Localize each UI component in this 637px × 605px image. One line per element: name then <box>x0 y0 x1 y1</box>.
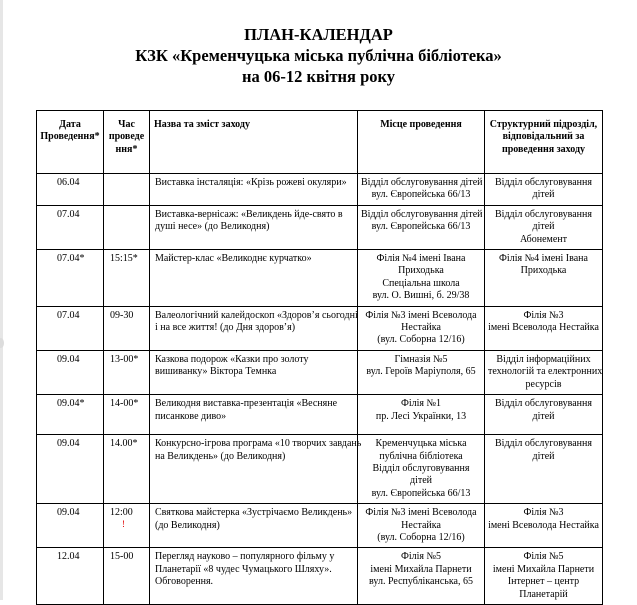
header-unit <box>485 111 603 174</box>
cell-place-line: імені Михайла Парнети <box>370 563 472 575</box>
cell-event-name-line: Перегляд науково – популярного фільму у <box>155 551 335 563</box>
header-name-line: Назва та зміст заходу <box>154 119 250 130</box>
table-row <box>37 174 603 206</box>
cell-time-value: 13-00* <box>110 353 139 365</box>
cell-responsible-unit-line: дітей <box>532 189 555 201</box>
cell-place-line: Філія №3 імені Всеволода <box>365 309 477 321</box>
cell-place-line: (вул. Соборна 12/16) <box>377 531 465 543</box>
cell-responsible-unit <box>485 205 603 249</box>
cell-responsible-unit-line: Філія №4 імені Івана <box>499 253 588 265</box>
cell-responsible-unit-line: Філія №5 <box>523 551 564 563</box>
cell-time <box>104 174 150 206</box>
cell-event-name <box>150 306 358 350</box>
cell-place-line: Відділ обслуговування дітей <box>361 177 483 188</box>
cell-place <box>358 350 485 394</box>
table-row <box>37 250 603 307</box>
table-row <box>37 435 603 504</box>
cell-time-value: 15:15* <box>110 253 138 265</box>
cell-event-name-line: Валеологічний калейдоскоп «Здоров’я сьогодні <box>155 309 358 321</box>
cell-date: 06.04 <box>37 174 104 206</box>
table-row <box>37 548 603 605</box>
cell-event-name-line: вишиванку» Віктора Темнка <box>155 366 277 378</box>
table-row <box>37 306 603 350</box>
cell-place-line: вул. Європейська 66/13 <box>371 487 471 499</box>
cell-time <box>104 250 150 307</box>
cell-event-name <box>150 350 358 394</box>
cell-place-line: вул. Республіканська, 65 <box>369 576 473 588</box>
cell-place-line: Приходька <box>398 265 444 277</box>
cell-place-line: Кременчуцька міська <box>375 438 467 450</box>
cell-event-name-line: на Великдень» (до Великодня) <box>155 450 286 462</box>
cell-responsible-unit <box>485 435 603 504</box>
cell-responsible-unit-line: дітей <box>532 221 555 233</box>
header-time-line: проведе <box>108 131 145 143</box>
time-warning-mark: ! <box>122 518 125 529</box>
cell-place-line: вул. Європейська 66/13 <box>371 189 471 201</box>
header-unit-line: Структурний підрозділ, <box>489 119 598 130</box>
header-time-line: ння* <box>115 143 138 155</box>
cell-time-value: 14-00* <box>110 398 139 410</box>
cell-place <box>358 395 485 435</box>
cell-place-line: Нестайка <box>401 519 441 531</box>
cell-date: 07.04 <box>37 306 104 350</box>
cell-responsible-unit <box>485 350 603 394</box>
cell-place-line: (вул. Соборна 12/16) <box>377 334 465 346</box>
cell-time-value: 14.00* <box>110 438 138 450</box>
header-place <box>358 111 485 174</box>
cell-responsible-unit <box>485 504 603 548</box>
header-date <box>37 111 104 174</box>
cell-place <box>358 306 485 350</box>
cell-event-name <box>150 435 362 504</box>
cell-event-name-line: Майстер-клас «Великоднє курчатко» <box>155 253 312 265</box>
cell-place <box>358 205 485 249</box>
cell-responsible-unit-line: Приходька <box>520 265 567 277</box>
header-place-line: Місце проведення <box>380 119 462 130</box>
cell-event-name-line: Казкова подорож «Казки про золоту <box>155 353 309 365</box>
events-table <box>36 110 603 605</box>
cell-date: 07.04* <box>37 250 104 307</box>
document-title <box>0 24 637 87</box>
cell-time <box>104 205 150 249</box>
cell-time-value: 15-00 <box>110 551 134 563</box>
cell-responsible-unit-line: Абонемент <box>519 233 568 245</box>
cell-event-name-line: Великодня виставка-презентація «Весняне <box>155 398 338 410</box>
cell-responsible-unit <box>485 306 603 350</box>
title-line-3: на 06-12 квітня року <box>241 67 396 86</box>
cell-responsible-unit <box>485 250 603 307</box>
cell-place-line: Нестайка <box>401 322 441 334</box>
cell-place-line: Відділ обслуговування дітей <box>361 208 483 220</box>
cell-responsible-unit-line: Відділ обслуговування <box>495 398 592 410</box>
cell-event-name <box>150 250 358 307</box>
cell-responsible-unit-line: Інтернет – центр <box>507 576 580 588</box>
table-header-row <box>37 111 603 174</box>
cell-responsible-unit-line: ресурсів <box>525 378 562 390</box>
cell-responsible-unit-line: Планетарій <box>519 588 568 600</box>
cell-responsible-unit-line: імені Михайла Парнети <box>492 563 595 575</box>
header-unit-line: проведення заходу <box>501 143 586 155</box>
table-row <box>37 504 603 548</box>
cell-responsible-unit-line: технологій та електронних <box>488 366 603 378</box>
cell-place-line: Філія №4 імені Івана <box>376 253 466 265</box>
cell-date: 09.04* <box>37 395 104 435</box>
cell-place-line: Філія №5 <box>400 551 442 563</box>
cell-time <box>104 548 150 605</box>
header-time <box>104 111 150 174</box>
cell-time-value: 09-30 <box>110 309 134 321</box>
cell-responsible-unit <box>485 548 603 605</box>
cell-place <box>358 504 485 548</box>
cell-time <box>104 306 150 350</box>
cell-responsible-unit-line: Відділ обслуговування <box>495 177 592 188</box>
cell-time-value: 12:00 <box>110 507 133 519</box>
cell-place-line: пр. Лесі Українки, 13 <box>375 410 467 422</box>
cell-date: 12.04 <box>37 548 104 605</box>
cell-event-name <box>150 395 358 435</box>
cell-responsible-unit-line: Відділ обслуговування <box>495 438 592 450</box>
cell-event-name-line: (до Великодня) <box>155 519 220 531</box>
cell-responsible-unit-line: імені Всеволода Нестайка <box>488 519 599 531</box>
table-row <box>37 395 603 435</box>
cell-event-name-line: Святкова майстерка «Зустрічаємо Великдень» <box>155 507 353 519</box>
cell-place-line: вул. Європейська 66/13 <box>371 221 471 233</box>
cell-responsible-unit-line: Відділ обслуговування <box>495 208 592 220</box>
cell-event-name-line: Обговорення. <box>155 576 214 588</box>
cell-responsible-unit <box>485 395 603 435</box>
cell-event-name <box>150 548 358 605</box>
cell-place-line: Філія №1 <box>400 398 442 410</box>
cell-date: 09.04 <box>37 435 104 504</box>
cell-responsible-unit <box>485 174 603 206</box>
cell-event-name <box>150 504 358 548</box>
cell-time <box>104 435 150 504</box>
cell-place-line: Відділ обслуговування <box>372 462 470 474</box>
cell-responsible-unit-line: дітей <box>532 450 555 462</box>
header-name <box>150 111 358 174</box>
cell-event-name-line: і на все життя! (до Дня здоров’я) <box>155 322 296 334</box>
cell-responsible-unit-line: імені Всеволода Нестайка <box>488 322 599 334</box>
cell-time <box>104 395 150 435</box>
cell-place-line: Філія №3 імені Всеволода <box>365 507 477 519</box>
cell-event-name <box>150 205 358 249</box>
cell-place-line: вул. О. Вишні, б. 29/38 <box>372 290 470 302</box>
cell-place <box>358 435 485 504</box>
cell-responsible-unit-line: Філія №3 <box>523 507 564 519</box>
cell-date: 09.04 <box>37 504 104 548</box>
cell-place-line: вул. Героїв Маріуполя, 65 <box>366 366 476 378</box>
cell-place <box>358 174 485 206</box>
cell-event-name-line: Виставка інсталяція: «Крізь рожеві окуляри» <box>155 177 347 188</box>
cell-time <box>104 504 150 548</box>
cell-date: 07.04 <box>37 205 104 249</box>
header-time-line: Час <box>118 119 135 130</box>
cell-event-name-line: Планетарії «8 чудес Чумацького Шляху». <box>155 563 332 575</box>
cell-responsible-unit-line: Філія №3 <box>523 309 564 321</box>
cell-place-line: дітей <box>409 475 433 487</box>
cell-event-name-line: душі несе» (до Великодня) <box>155 221 270 233</box>
title-line-2: КЗК «Кременчуцька міська публічна бібліотека» <box>135 46 502 65</box>
cell-place-line: публічна бібліотека <box>379 450 463 462</box>
page-left-edge <box>0 0 3 600</box>
header-unit-line: відповідальний за <box>502 131 585 143</box>
table-row <box>37 205 603 249</box>
cell-event-name-line: Конкурсно-ігрова програма «10 творчих завдань <box>155 438 362 450</box>
cell-event-name <box>150 174 358 206</box>
table-row <box>37 350 603 394</box>
cell-place-line: Спеціальна школа <box>382 277 460 289</box>
cell-event-name-line: Виставка-вернісаж: «Великдень йде-свято в <box>155 208 343 220</box>
cell-place <box>358 548 485 605</box>
title-line-1: ПЛАН-КАЛЕНДАР <box>244 25 393 44</box>
cell-date: 09.04 <box>37 350 104 394</box>
cell-event-name-line: писанкове диво» <box>155 410 227 422</box>
cell-place-line: Гімназія №5 <box>394 353 448 365</box>
header-date-line: Проведення* <box>40 131 100 143</box>
cell-place <box>358 250 485 307</box>
scroll-handle[interactable] <box>0 338 4 348</box>
cell-time <box>104 350 150 394</box>
cell-responsible-unit-line: Відділ інформаційних <box>496 353 591 365</box>
cell-responsible-unit-line: дітей <box>532 410 555 422</box>
header-date-line: Дата <box>59 119 81 130</box>
